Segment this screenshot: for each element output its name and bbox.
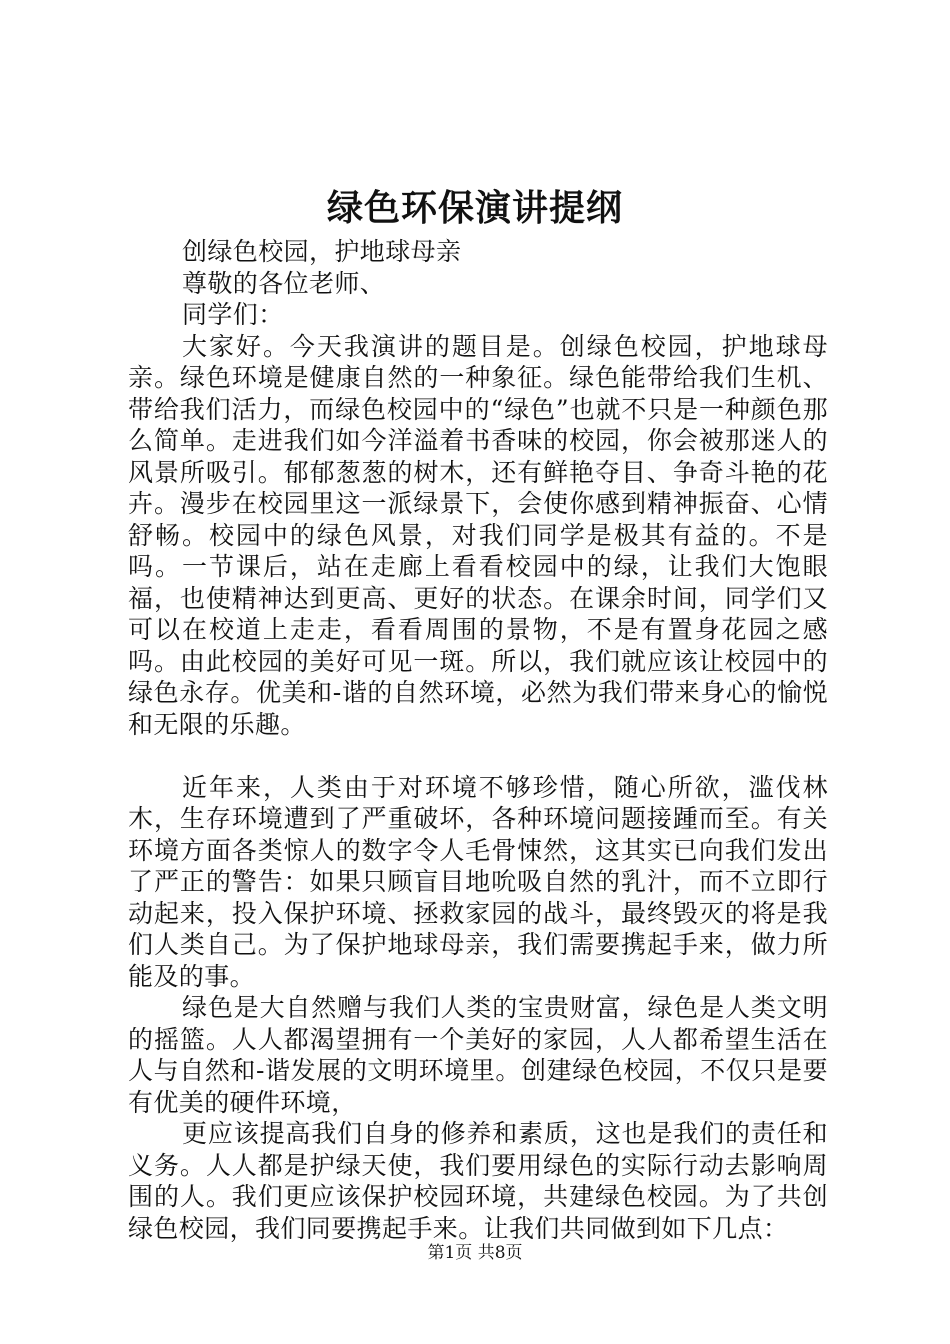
document-body (128, 236, 828, 1244)
paragraph-salutation-1: 尊敬的各位老师、 (182, 268, 386, 298)
page-footer: 第1页 共8页 (427, 1243, 523, 1263)
paragraph-body-2: 近年来，人类由于对环境不够珍惜，随心所欲，滥伐林木，生存环境遭到了严重破坏，各种环境问题接踵而至。有关环境方面各类惊人的数字令人毛骨悚然，这其实已向我们发出了严正的警告：如果只顾盲目地吮吸自然的乳汁，而不立即行动起来，投入保护环境、拯救家园的战斗，最终毁灭的将是我们人类自己。为了保护地球母亲，我们需要携起手来，做力所能及的事。 (128, 772, 828, 991)
paragraph-body-3: 绿色是大自然赠与我们人类的宝贵财富，绿色是人类文明的摇篮。人人都渴望拥有一个美好的家园，人人都希望生活在人与自然和-谐发展的文明环境里。创建绿色校园，不仅只是要有优美的硬件环境， (128, 993, 828, 1117)
paragraph-salutation-2: 同学们： (182, 300, 284, 329)
document-title: 绿色环保演讲提纲 (326, 187, 623, 229)
paragraph-body-1: 大家好。今天我演讲的题目是。创绿色校园，护地球母亲。绿色环境是健康自然的一种象征。绿色能带给我们生机、带给我们活力，而绿色校园中的“绿色”也就不只是一种颜色那么简单。走进我们如今洋溢着书香味的校园，你会被那迷人的风景所吸引。郁郁葱葱的树木，还有鲜艳夺目、争奇斗艳的花卉。漫步在校园里这一派绿景下，会使你感到精神振奋、心情舒畅。校园中的绿色风景，对我们同学是极其有益的。不是吗。一节课后，站在走廊上看看校园中的绿，让我们大饱眼福，也使精神达到更高、更好的状态。在课余时间，同学们又可以在校道上走走，看看周围的景物，不是有置身花园之感吗。由此校园的美好可见一斑。所以，我们就应该让校园中的绿色永存。优美和-谐的自然环境，必然为我们带来身心的愉悦和无限的乐趣。 (128, 331, 828, 739)
paragraph-body-4: 更应该提高我们自身的修养和素质，这也是我们的责任和义务。人人都是护绿天使，我们要用绿色的实际行动去影响周围的人。我们更应该保护校园环境，共建绿色校园。为了共创绿色校园，我们同要携起手来。让我们共同做到如下几点： (128, 1119, 828, 1243)
paragraph-subtitle: 创绿色校园，护地球母亲 (182, 237, 462, 266)
